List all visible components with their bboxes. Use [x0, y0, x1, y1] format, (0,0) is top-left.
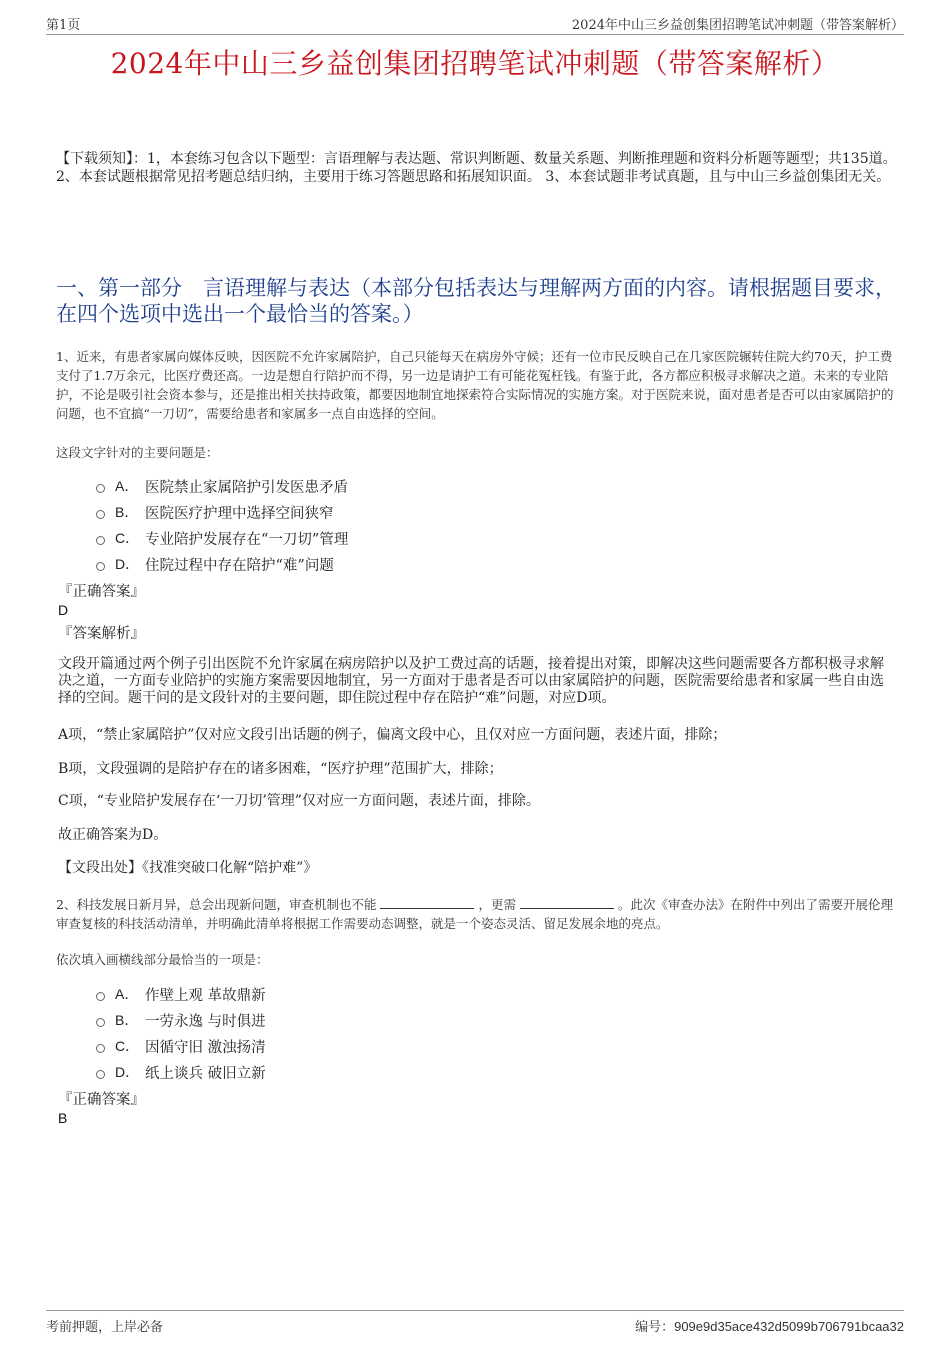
question-2-prompt: 依次填入画横线部分最恰当的一项是：	[56, 952, 269, 967]
option-letter: C．	[115, 1038, 140, 1054]
analysis-paragraph: C项，“专业陪护发展存在‘一刀切’管理”仅对应一方面问题，表述片面，排除。	[58, 793, 540, 809]
footer-code-label: 编号：	[635, 1320, 675, 1335]
question-1-prompt: 这段文字针对的主要问题是：	[56, 445, 219, 460]
question-1-text: 1、近来，有患者家属向媒体反映，因医院不允许家属陪护，自己只能每天在病房外守候；还有一位市民反映自己在几家医院辗转住院大约70天，护工费支付了1.7万余元，比医疗费还高。一边是想自行陪护而不得，另一边是请护工有可能花冤枉钱。有鉴于此，各方都应积极寻求解决之道。未来的专业陪护，不论是吸引社会资本参与，还是推出相关扶持政策，都要因地制宜地探索符合实际情况的实施方案。对于医院来说，面对患者是否可以由家属陪护的问题，也不宜搞“一刀切”，需要给患者和家属多一点自由选择的空间。	[56, 349, 894, 421]
option-text: 住院过程中存在陪护“难”问题	[145, 557, 334, 574]
page-footer	[46, 1310, 904, 1335]
radio-icon[interactable]	[96, 1044, 105, 1053]
question-1-analysis-label: 『答案解析』	[58, 626, 145, 642]
source-citation: 【文段出处】《找准突破口化解“陪护难”》	[58, 860, 318, 876]
radio-icon[interactable]	[96, 536, 105, 545]
option-letter: A．	[115, 986, 139, 1002]
question-2-options	[96, 981, 266, 1085]
option-letter: C．	[115, 530, 140, 546]
fill-blank	[520, 897, 614, 909]
question-2-text-part: ，更需	[478, 897, 516, 912]
page-header	[46, 14, 904, 35]
analysis-paragraph: 文段开篇通过两个例子引出医院不允许家属在病房陪护以及护工费过高的话题，接着提出对策，即解决这些问题需要各方都积极寻求解决之道，一方面专业陪护的实施方案需要因地制宜，另一方面对于患者是否可以由家属陪护的问题，医院需要给患者和家属一些自由选择的空间。题干问的是文段针对的主要问题，即住院过程中存在陪护“难”问题，对应D项。	[58, 656, 884, 706]
question-2-option-b[interactable]	[96, 1007, 266, 1033]
analysis-paragraph: 故正确答案为D。	[58, 827, 168, 843]
footer-slogan: 考前押题，上岸必备	[46, 1320, 164, 1335]
option-text: 纸上谈兵 破旧立新	[145, 1065, 266, 1082]
option-text: 医院禁止家属陪护引发医患矛盾	[145, 479, 348, 496]
question-1-option-b[interactable]	[96, 499, 348, 525]
section-heading: 一、第一部分 言语理解与表达（本部分包括表达与理解两方面的内容。请根据题目要求，在四个选项中选出一个最恰当的答案。）	[56, 276, 896, 326]
question-1-option-a[interactable]	[96, 473, 348, 499]
question-1-option-d[interactable]	[96, 551, 348, 577]
radio-icon[interactable]	[96, 992, 105, 1001]
radio-icon[interactable]	[96, 1018, 105, 1027]
radio-icon[interactable]	[96, 562, 105, 571]
question-2-text-part: 。此次《审查办法》在附件中列出了需要开展伦理审查复核的科技活动清单，并明确此清单将根据工作需要动态调整，就是一个姿态灵活、留足发展余地的亮点。	[56, 897, 893, 931]
option-letter: D．	[115, 1064, 140, 1080]
question-2-option-c[interactable]	[96, 1033, 266, 1059]
question-2-text-part: 2、科技发展日新月异，总会出现新问题，审查机制也不能	[56, 897, 377, 912]
question-2-answer-label: 『正确答案』	[58, 1092, 145, 1108]
radio-icon[interactable]	[96, 1070, 105, 1079]
download-notice: 【下载须知】：1，本套练习包含以下题型：言语理解与表达题、常识判断题、数量关系题、判断推理题和资料分析题等题型；共135道。 2、本套试题根据常见招考题总结归纳，主要用于练习答题思路和拓展知识面。 3、本套试题非考试真题，且与中山三乡益创集团无关。	[56, 151, 897, 185]
footer-code	[635, 1316, 904, 1335]
question-2-text	[56, 895, 898, 933]
option-text: 一劳永逸 与时俱进	[145, 1013, 266, 1030]
option-text: 医院医疗护理中选择空间狭窄	[145, 505, 334, 522]
question-1-options	[96, 473, 348, 577]
analysis-paragraph: B项，文段强调的是陪护存在的诸多困难，“医疗护理”范围扩大，排除；	[58, 761, 503, 777]
option-letter: B．	[115, 1012, 139, 1028]
option-letter: B．	[115, 504, 139, 520]
question-1-answer-label: 『正确答案』	[58, 584, 145, 600]
radio-icon[interactable]	[96, 510, 105, 519]
page-number: 第1页	[46, 18, 81, 33]
fill-blank	[380, 897, 474, 909]
header-doc-name: 2024年中山三乡益创集团招聘笔试冲刺题（带答案解析）	[571, 18, 904, 33]
question-2-option-a[interactable]	[96, 981, 266, 1007]
question-2-option-d[interactable]	[96, 1059, 266, 1085]
option-text: 因循守旧 激浊扬清	[145, 1039, 266, 1056]
option-text: 专业陪护发展存在“一刀切”管理	[145, 531, 349, 548]
footer-code-value: 909e9d35ace432d5099b706791bcaa32	[674, 1319, 904, 1334]
option-letter: D．	[115, 556, 140, 572]
radio-icon[interactable]	[96, 484, 105, 493]
analysis-paragraph: A项，“禁止家属陪护”仅对应文段引出话题的例子，偏离文段中心，且仅对应一方面问题，表述片面，排除；	[58, 727, 727, 743]
document-title: 2024年中山三乡益创集团招聘笔试冲刺题（带答案解析）	[110, 47, 840, 80]
question-1-option-c[interactable]	[96, 525, 348, 551]
option-letter: A．	[115, 478, 139, 494]
question-1-answer: D	[58, 602, 69, 618]
question-2-answer: B	[58, 1110, 68, 1126]
option-text: 作壁上观 革故鼎新	[145, 987, 266, 1004]
